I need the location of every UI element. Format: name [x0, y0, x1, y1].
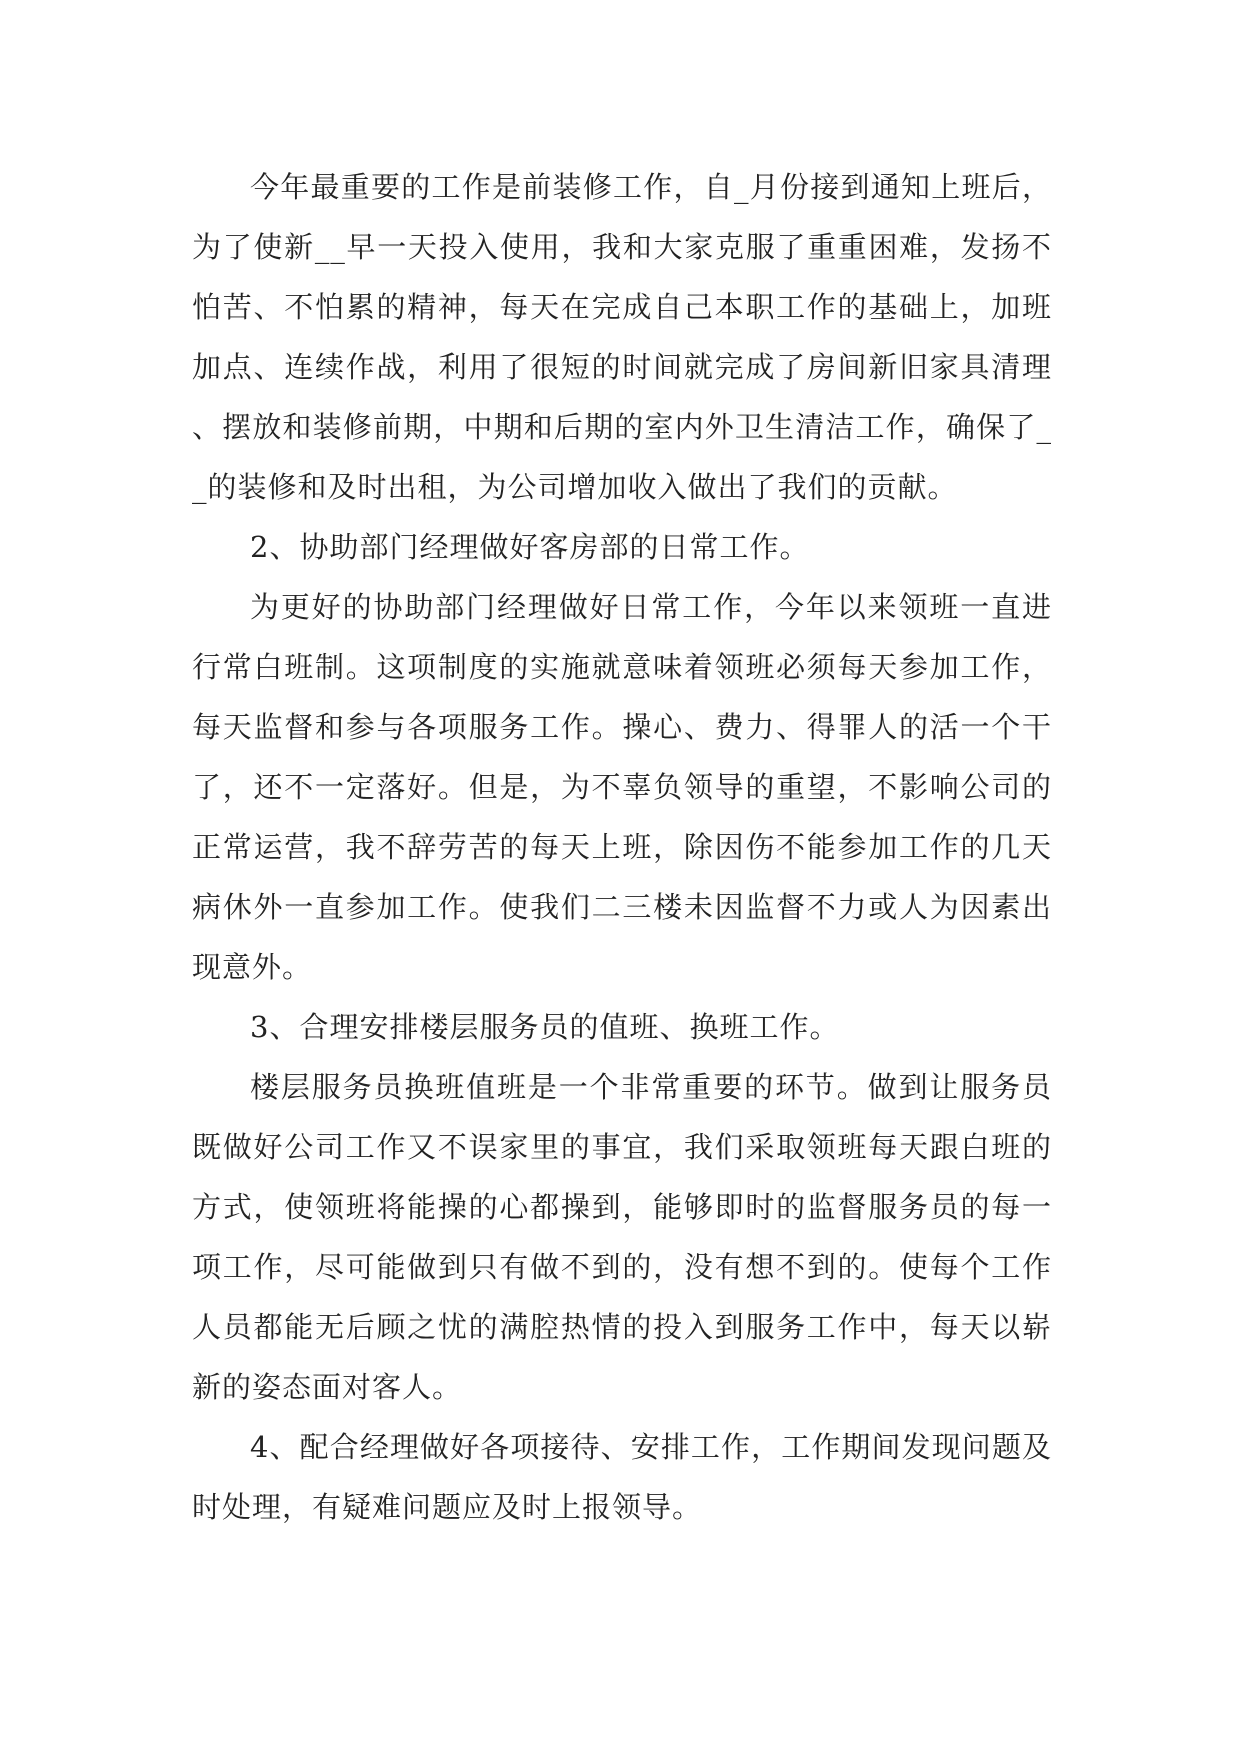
paragraph-shift-arrangement: 楼层服务员换班值班是一个非常重要的环节。做到让服务员既做好公司工作又不误家里的事宜，我们采取领班每天跟白班的方式，使领班将能操的心都操到，能够即时的监督服务员的每一项工作，尽可能做到只有做不到的，没有想不到的。使每个工作人员都能无后顾之忧的满腔热情的投入到服务工作中，每天以崭新的姿态面对客人。	[192, 1070, 1052, 1404]
paragraph-decoration-work: 今年最重要的工作是前装修工作，自_月份接到通知上班后，为了使新__早一天投入使用，我和大家克服了重重困难，发扬不怕苦、不怕累的精神，每天在完成自己本职工作的基础上，加班加点、连续作战，利用了很短的时间就完成了房间新旧家具清理、摆放和装修前期，中期和后期的室内外卫生清洁工作，确保了__的装修和及时出租，为公司增加收入做出了我们的贡献。	[192, 170, 1052, 504]
heading-reception-work: 4、配合经理做好各项接待、安排工作，工作期间发现问题及时处理，有疑难问题应及时上报领导。	[192, 1430, 1052, 1524]
document-body	[192, 157, 1052, 1537]
heading-shift-arrangement: 3、合理安排楼层服务员的值班、换班工作。	[250, 1010, 840, 1044]
heading-assist-manager: 2、协助部门经理做好客房部的日常工作。	[250, 530, 810, 564]
paragraph-assist-manager: 为更好的协助部门经理做好日常工作，今年以来领班一直进行常白班制。这项制度的实施就意味着领班必须每天参加工作，每天监督和参与各项服务工作。操心、费力、得罪人的活一个干了，还不一定落好。但是，为不辜负领导的重望，不影响公司的正常运营，我不辞劳苦的每天上班，除因伤不能参加工作的几天病休外一直参加工作。使我们二三楼未因监督不力或人为因素出现意外。	[192, 590, 1052, 984]
